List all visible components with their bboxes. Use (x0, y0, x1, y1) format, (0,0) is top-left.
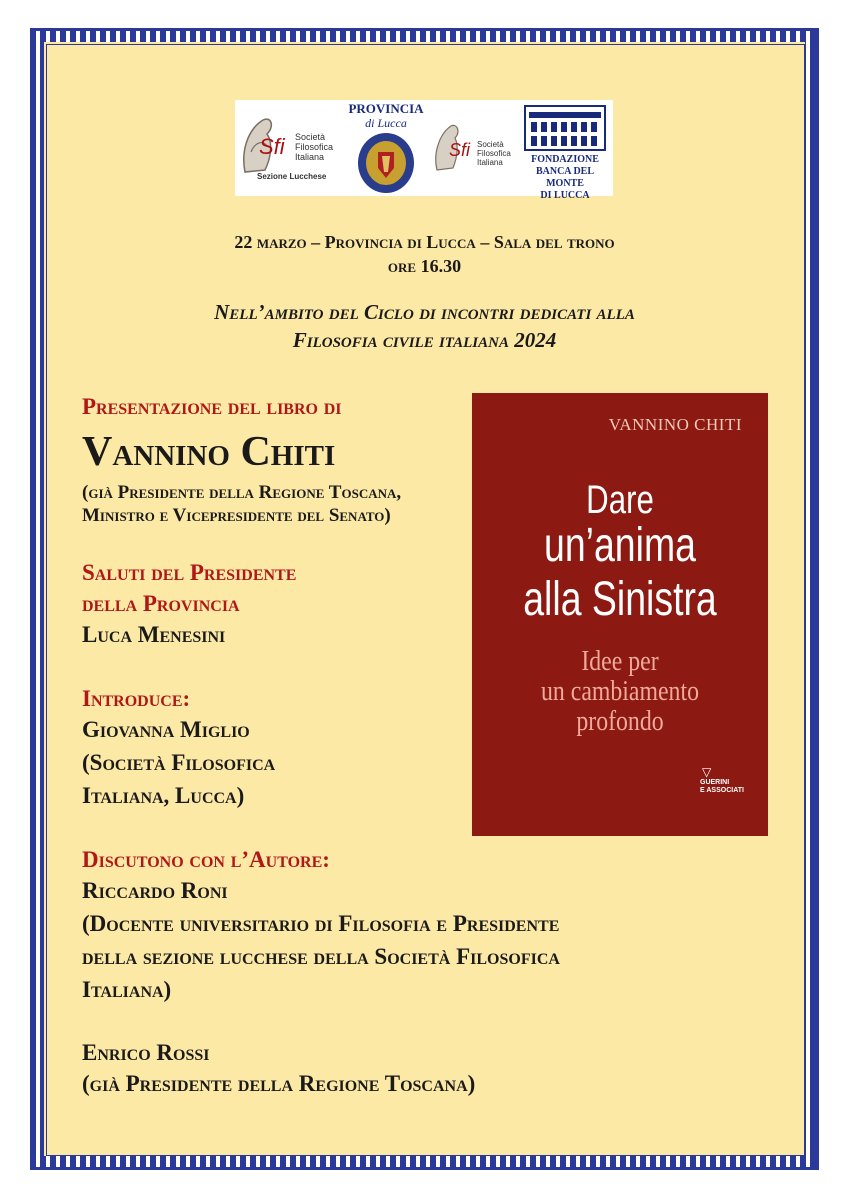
cover-title-line1: Dare (586, 478, 654, 522)
cover-title-line2: un’anima (544, 519, 696, 572)
fondazione-line2: BANCA DEL MONTE (535, 166, 595, 189)
fondazione-text (517, 154, 613, 202)
discussant1-name: Riccardo Roni (82, 878, 228, 903)
fondazione-line3: DI LUCCA (540, 190, 590, 201)
cover-subtitle-line1: Idee per (581, 646, 659, 677)
cover-subtitle-line3: profondo (576, 706, 664, 737)
fondazione-banca-monte-logo (515, 100, 613, 201)
sfi-line2: Filosofica (295, 142, 334, 152)
author-role-line2: Ministro e Vicepresidente del Senato) (82, 505, 391, 526)
sfi-line1: Società (295, 132, 326, 142)
discussant1-role-line2: della sezione lucchese della Società Filosofica (82, 944, 560, 969)
event-context-line1: Nell’ambito del Ciclo di incontri dedicati alla (214, 300, 635, 324)
author-name: Vannino Chiti (82, 429, 336, 475)
publisher-line2: E ASSOCIATI (700, 787, 744, 794)
discussant1-role-line1: (Docente universitario di Filosofia e Presidente (82, 911, 560, 936)
introducer-role-line1: (Società Filosofica (82, 750, 276, 775)
cover-author: VANNINO CHITI (608, 415, 742, 434)
greetings-heading-line1: Saluti del Presidente (82, 560, 297, 585)
event-context-line2: Filosofia civile italiana 2024 (292, 328, 557, 352)
sfi-brand: Sfi (259, 134, 285, 159)
presentation-heading: Presentazione del libro di (82, 394, 342, 419)
discussant2-name: Enrico Rossi (82, 1040, 210, 1065)
event-time: ore 16.30 (387, 256, 462, 276)
publisher-line1: GUERINI (700, 779, 730, 786)
introducer-role-line2: Italiana, Lucca) (82, 783, 245, 808)
sfi2-line3: Italiana (477, 158, 503, 167)
cover-publisher (700, 779, 744, 795)
provincia-crest-icon (356, 132, 416, 194)
sfi-logo (429, 100, 515, 196)
introduces-heading: Introduce: (82, 686, 191, 711)
sfi2-line2: Filosofica (477, 149, 511, 158)
book-cover (472, 393, 768, 836)
provincia-lucca-logo (343, 100, 429, 196)
discussant1-role-line3: Italiana) (82, 977, 172, 1002)
sfi-brand-2: Sfi (449, 140, 471, 160)
provincia-sub: di Lucca (365, 116, 407, 130)
sponsor-logos (235, 100, 613, 201)
publisher-mark-icon: ▽ (702, 765, 712, 779)
provincia-title: PROVINCIA (348, 101, 424, 116)
author-role-line1: (già Presidente della Regione Toscana, (82, 482, 402, 503)
cover-subtitle-line2: un cambiamento (541, 676, 699, 707)
discussants-heading: Discutono con l’Autore: (82, 847, 330, 872)
building-icon (523, 104, 607, 154)
sfi-line3: Italiana (295, 152, 325, 162)
sfi-lucchese-logo (235, 100, 343, 196)
sfi-section: Sezione Lucchese (257, 172, 327, 181)
greetings-heading-line2: della Provincia (82, 591, 240, 616)
greetings-name: Luca Menesini (82, 622, 226, 647)
event-date-place: 22 marzo – Provincia di Lucca – Sala del trono (234, 232, 615, 252)
introducer-name: Giovanna Miglio (82, 717, 250, 742)
fondazione-line1: FONDAZIONE (531, 154, 599, 165)
discussant2-role: (già Presidente della Regione Toscana) (82, 1071, 476, 1096)
sfi2-line1: Società (477, 140, 504, 149)
cover-title-line3: alla Sinistra (523, 573, 717, 626)
